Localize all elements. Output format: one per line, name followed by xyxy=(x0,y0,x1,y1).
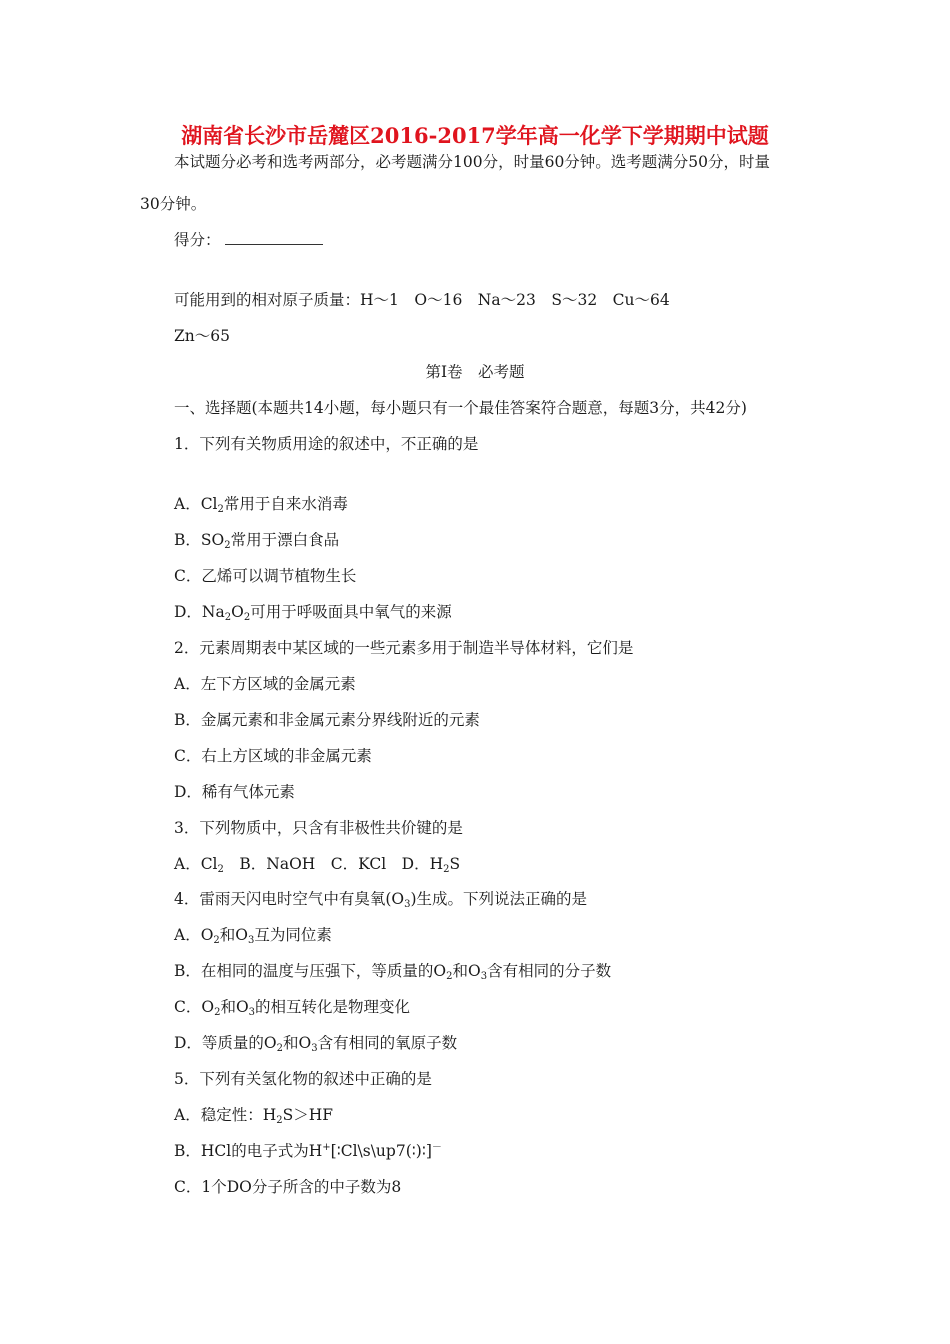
question-2-option-d: D．稀有气体元素 xyxy=(174,783,295,801)
question-1-option-a: A．$Cl_2$常用于自来水消毒 xyxy=(174,495,348,515)
question-3-stem: 3．下列物质中，只含有非极性共价键的是 xyxy=(174,819,463,837)
question-4-option-d: D．等质量的$O_2$和$O_3$含有相同的氧原子数 xyxy=(174,1034,458,1054)
question-4-option-b: B．在相同的温度与压强下，等质量的$O_2$和$O_3$含有相同的分子数 xyxy=(174,962,612,982)
atomic-masses-line-2: Zn～65 xyxy=(174,327,230,345)
question-2-option-c: C．右上方区域的非金属元素 xyxy=(174,747,372,765)
intro-text-line-2: 30分钟。 xyxy=(140,195,207,213)
question-2-stem: 2．元素周期表中某区域的一些元素多用于制造半导体材料，它们是 xyxy=(174,639,634,657)
question-5-option-b: B．HCl的电子式为H+[∶Cl\s\up7(∶)∶]－ xyxy=(174,1142,442,1160)
question-4-stem: 4．雷雨天闪电时空气中有臭氧$(O_3)$生成。下列说法正确的是 xyxy=(174,890,588,910)
intro-text-line-1: 本试题分必考和选考两部分，必考题满分100分，时量60分钟。选考题满分50分，时量 xyxy=(174,153,771,171)
score-blank xyxy=(225,230,323,245)
question-1-option-d: D．$Na_2O_2$可用于呼吸面具中氧气的来源 xyxy=(174,603,452,623)
question-3-options: A．$Cl_2$ B．NaOH C．KCl D．$H_2S$ xyxy=(174,855,461,875)
part1-header: 一、选择题(本题共14小题，每小题只有一个最佳答案符合题意，每题3分，共42分) xyxy=(174,399,747,417)
question-1-option-b: B．$SO_2$常用于漂白食品 xyxy=(174,531,340,551)
atomic-masses-line-1: 可能用到的相对原子质量：H～1 O～16 Na～23 S～32 Cu～64 xyxy=(174,291,670,309)
question-4-option-c: C．$O_2$和$O_3$的相互转化是物理变化 xyxy=(174,998,411,1018)
score-field xyxy=(174,230,323,250)
page-title: 湖南省长沙市岳麓区2016-2017学年高一化学下学期期中试题 xyxy=(181,123,769,148)
question-5-option-a: A．稳定性：$H_2S>HF$ xyxy=(174,1106,333,1126)
question-1-stem: 1．下列有关物质用途的叙述中，不正确的是 xyxy=(174,435,479,453)
question-4-option-a: A．$O_2$和$O_3$互为同位素 xyxy=(174,926,332,946)
question-2-option-a: A．左下方区域的金属元素 xyxy=(174,675,356,693)
score-label: 得分： xyxy=(174,231,221,249)
question-2-option-b: B．金属元素和非金属元素分界线附近的元素 xyxy=(174,711,480,729)
question-5-option-c: C．1个DO分子所含的中子数为8 xyxy=(174,1178,402,1196)
section-title: 第Ⅰ卷 必考题 xyxy=(425,363,525,381)
question-5-stem: 5．下列有关氢化物的叙述中正确的是 xyxy=(174,1070,432,1088)
question-1-option-c: C．乙烯可以调节植物生长 xyxy=(174,567,357,585)
